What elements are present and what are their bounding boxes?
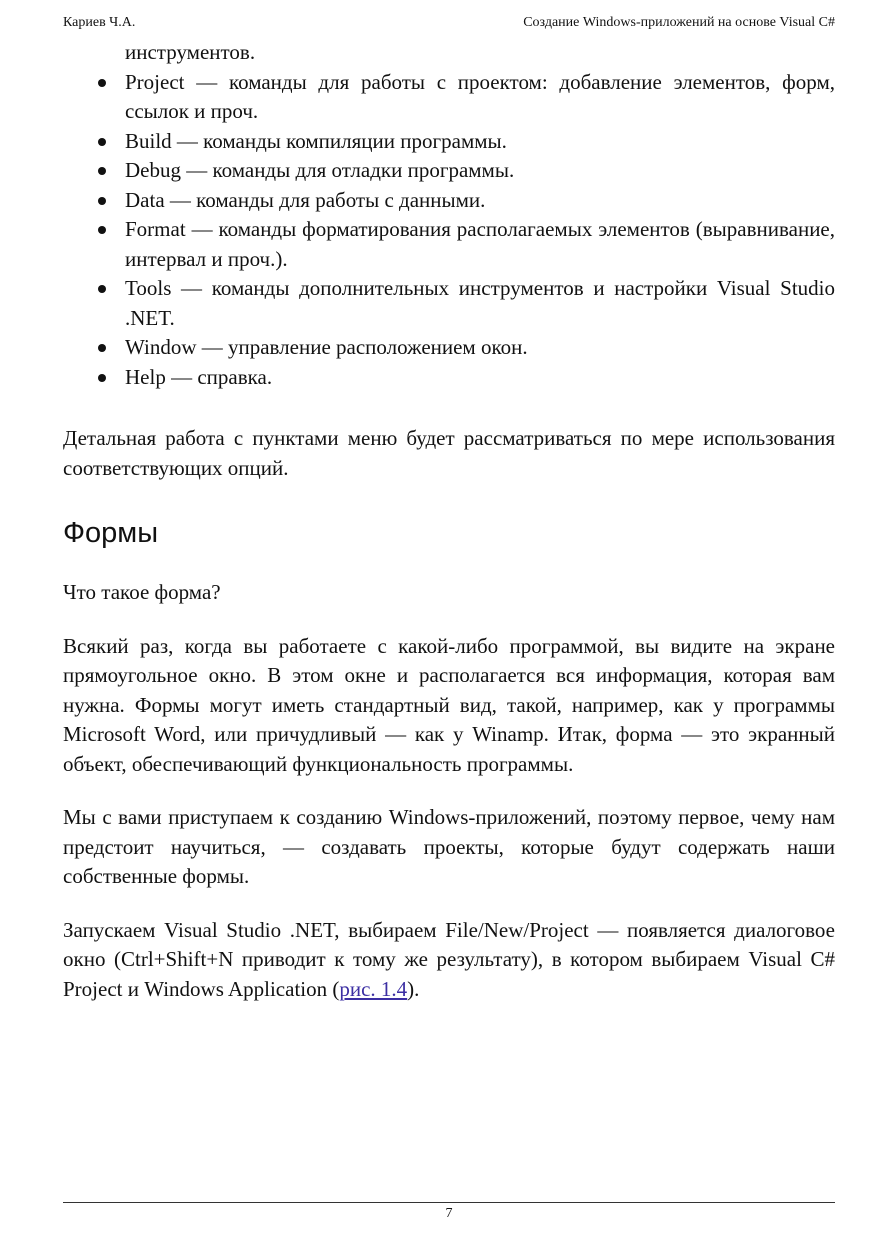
- list-item: Window — управление расположением окон.: [63, 333, 835, 363]
- list-item: Project — команды для работы с проектом: добавление элементов, форм, ссылок и проч.: [63, 68, 835, 127]
- menu-commands-list: [63, 38, 835, 392]
- list-item: Debug — команды для отладки программы.: [63, 156, 835, 186]
- paragraph-windows-apps: Мы с вами приступаем к созданию Windows-приложений, поэтому первое, чему нам предстоит научиться, — создавать проекты, которые будут содержать наши собственные формы.: [63, 805, 835, 888]
- list-item: инструментов.: [125, 40, 256, 64]
- list-item: Data — команды для работы с данными.: [63, 186, 835, 216]
- page-content: [63, 38, 835, 1004]
- footer-divider: [63, 1202, 835, 1203]
- header-author: Кариев Ч.А.: [63, 15, 136, 30]
- paragraph-text-before: Запускаем Visual Studio .NET, выбираем File/New/Project — появляется диалоговое окно (Ctrl+Shift+N приводит к тому же результату), в котором выбираем Visual C# Project и Windows Application (: [63, 917, 835, 1001]
- section-title: Формы: [63, 517, 159, 549]
- list-item: Tools — команды дополнительных инструментов и настройки Visual Studio .NET.: [63, 274, 835, 333]
- list-item: Format — команды форматирования располагаемых элементов (выравнивание, интервал и проч.).: [63, 215, 835, 274]
- list-item: Build — команды компиляции программы.: [63, 127, 835, 157]
- paragraph-new-project: [63, 916, 835, 1005]
- paragraph-text-after: ).: [407, 976, 420, 1001]
- list-item: Help — справка.: [63, 363, 835, 393]
- intro-paragraph: Детальная работа с пунктами меню будет рассматриваться по мере использования соответствующих опций.: [63, 426, 835, 480]
- page-header: [63, 15, 835, 31]
- section-question: Что такое форма?: [63, 580, 221, 604]
- figure-link[interactable]: рис. 1.4: [339, 976, 408, 1001]
- header-title: Создание Windows-приложений на основе Visual C#: [523, 15, 835, 30]
- page-number: 7: [445, 1206, 453, 1221]
- paragraph-forms-definition: Всякий раз, когда вы работаете с какой-либо программой, вы видите на экране прямоугольное окно. В этом окне и располагается вся информация, которая вам нужна. Формы могут иметь стандартный вид, такой, например, как у программы Microsoft Word, или причудливый — как у Winamp. Итак, форма — это экранный объект, обеспечивающий функциональность программы.: [63, 633, 835, 776]
